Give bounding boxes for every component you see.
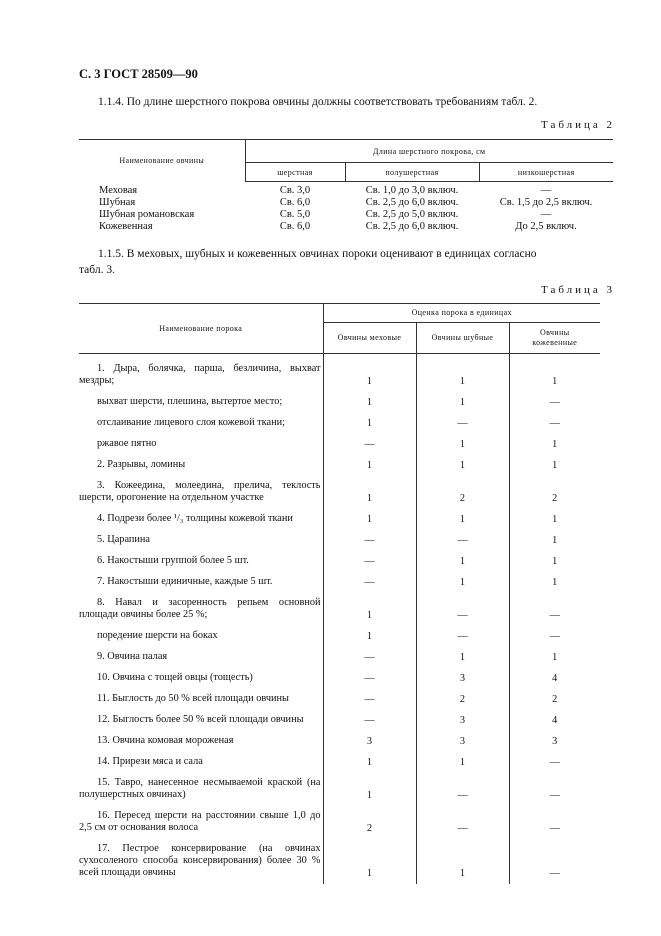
- t3-cell-score: 1: [416, 572, 509, 593]
- t2-cell-value: —: [540, 185, 552, 196]
- t3-cell-score: —: [416, 530, 509, 551]
- t2-cell-name: Шубная: [99, 197, 136, 208]
- t2-cell-name: Шубная романовская: [99, 209, 195, 220]
- page-header: С. 3 ГОСТ 28509—90: [79, 67, 198, 81]
- t3-cell-score: —: [323, 572, 416, 593]
- t3-cell-score: 1: [416, 839, 509, 884]
- t2-cell-value: Св. 2,5 до 6,0 включ.: [365, 197, 459, 208]
- t3-cell-defect: 9. Овчина палая: [79, 647, 323, 668]
- t3-col-name: Наименование порока: [79, 304, 323, 354]
- paragraph-1-1-5-line1: 1.1.5. В меховых, шубных и кожевенных овчинах пороки оценивают в единицах согласно: [98, 248, 537, 260]
- t3-cell-defect: 13. Овчина комовая мороженая: [79, 731, 323, 752]
- t3-cell-score: 1: [552, 535, 558, 546]
- t3-cell-score: 1: [323, 392, 416, 413]
- t3-row: [79, 839, 600, 884]
- t3-cell-defect: 12. Быглость более 50 % всей площади овчины: [79, 710, 323, 731]
- t3-cell-score: 1: [416, 434, 509, 455]
- t2-cell-value: Св. 2,5 до 6,0 включ.: [365, 221, 459, 232]
- t3-cell-score: 2: [323, 806, 416, 839]
- t3-cell-score: 1: [552, 652, 558, 663]
- t3-cell-score: 1: [323, 626, 416, 647]
- t2-subcol-low-wool: низкошерстная: [479, 163, 613, 182]
- paragraph-1-1-4: 1.1.4. По длине шерстного покрова овчины должны соответствовать требованиям табл. 2.: [98, 96, 538, 108]
- t2-cell-value: Св. 3,0: [279, 185, 311, 196]
- t3-subcol-fur: Овчины меховые: [323, 323, 416, 354]
- t3-cell-defect: 10. Овчина с тощей овцы (тощесть): [79, 668, 323, 689]
- t3-subcol-sheepskin-coat: Овчины шубные: [416, 323, 509, 354]
- t3-cell-defect: 7. Накостыши единичные, каждые 5 шт.: [79, 572, 323, 593]
- t3-row: [79, 689, 600, 710]
- t3-cell-score: —: [549, 397, 560, 408]
- t3-cell-score: —: [416, 413, 509, 434]
- t3-row: [79, 710, 600, 731]
- t2-col-group: Длина шерстного покрова, см: [245, 140, 613, 163]
- t3-row: [79, 476, 600, 509]
- t3-cell-score: 1: [416, 647, 509, 668]
- t3-cell-defect: 11. Быглость до 50 % всей площади овчины: [79, 689, 323, 710]
- t2-col-name: Наименование овчины: [79, 140, 245, 182]
- t3-cell-score: —: [549, 790, 560, 801]
- t3-cell-score: 1: [416, 354, 509, 393]
- t3-cell-score: —: [549, 631, 560, 642]
- t3-cell-score: —: [323, 668, 416, 689]
- t3-cell-score: 4: [552, 715, 558, 726]
- t3-cell-score: 1: [416, 752, 509, 773]
- t2-cell-value: Св. 1,0 до 3,0 включ.: [365, 185, 459, 196]
- t3-cell-score: 1: [552, 577, 558, 588]
- t3-cell-defect: 6. Накостыши группой более 5 шт.: [79, 551, 323, 572]
- t3-cell-score: 1: [323, 773, 416, 806]
- t2-cell-value: Св. 6,0: [279, 197, 311, 208]
- t3-cell-score: 1: [416, 392, 509, 413]
- t3-subcol-leather: Овчины кожевенные: [509, 323, 600, 354]
- t3-cell-score: —: [416, 626, 509, 647]
- t3-cell-defect: 14. Прирези мяса и сала: [79, 752, 323, 773]
- t3-cell-score: —: [323, 647, 416, 668]
- t3-cell-score: 3: [416, 731, 509, 752]
- t3-row: [79, 530, 600, 551]
- t3-row: [79, 455, 600, 476]
- t3-row: [79, 668, 600, 689]
- t3-cell-defect: 15. Тавро, нанесенное несмываемой краской (на полушерстных овчинах): [79, 773, 323, 806]
- t3-cell-defect: 2. Разрывы, ломины: [79, 455, 323, 476]
- t3-cell-defect: 17. Пестрое консервирование (на овчинах сухосоленого способа консервирования) более 30 % всей площади овчины: [79, 839, 323, 884]
- t3-cell-defect: поредение шерсти на боках: [79, 626, 323, 647]
- t2-subcol-half-wool: полушерстная: [345, 163, 479, 182]
- t3-cell-score: 3: [323, 731, 416, 752]
- t3-row: [79, 354, 600, 393]
- t3-cell-score: 1: [552, 376, 558, 387]
- t3-row: [79, 731, 600, 752]
- t3-row: [79, 551, 600, 572]
- t3-cell-defect: 3. Кожеедина, молеедина, прелича, теклость шерсти, орогонение на отдельном участке: [79, 476, 323, 509]
- table-3: [79, 303, 600, 884]
- t3-cell-score: 1: [323, 455, 416, 476]
- t3-row: [79, 413, 600, 434]
- t3-row: [79, 626, 600, 647]
- t3-cell-score: 1: [323, 476, 416, 509]
- t3-row: [79, 647, 600, 668]
- t3-cell-score: 2: [416, 476, 509, 509]
- t3-row: [79, 572, 600, 593]
- t3-cell-score: —: [323, 530, 416, 551]
- t3-cell-score: 1: [323, 593, 416, 626]
- t2-cell-value: До 2,5 включ.: [515, 221, 577, 232]
- t2-subcol-wool: шерстная: [245, 163, 345, 182]
- t2-cell-value: Св. 2,5 до 5,0 включ.: [365, 209, 459, 220]
- t3-cell-score: —: [323, 689, 416, 710]
- t3-cell-score: 1: [552, 514, 558, 525]
- t3-cell-score: —: [323, 434, 416, 455]
- t2-cell-value: Св. 6,0: [279, 221, 311, 232]
- t3-cell-defect: 5. Царапина: [79, 530, 323, 551]
- t3-cell-score: —: [416, 593, 509, 626]
- t3-cell-defect: 16. Пересед шерсти на расстоянии свыше 1,0 до 2,5 см от основания волоса: [79, 806, 323, 839]
- t3-cell-score: —: [549, 823, 560, 834]
- t2-row: [79, 197, 613, 209]
- t3-cell-score: —: [549, 418, 560, 429]
- t3-cell-defect: 1. Дыра, болячка, парша, безличина, выхват мездры;: [79, 354, 323, 393]
- t3-cell-score: —: [549, 868, 560, 879]
- t3-cell-score: 2: [552, 493, 558, 504]
- t3-row: [79, 509, 600, 530]
- t3-cell-score: 3: [416, 668, 509, 689]
- t3-cell-score: 1: [323, 752, 416, 773]
- t2-cell-value: —: [540, 209, 552, 220]
- t3-cell-score: —: [323, 551, 416, 572]
- t3-cell-score: —: [416, 773, 509, 806]
- t3-cell-defect: 8. Навал и засоренность репьем основной площади овчины более 25 %;: [79, 593, 323, 626]
- t3-row: [79, 752, 600, 773]
- t3-cell-score: 2: [552, 694, 558, 705]
- table-2-caption: Таблица 2: [541, 119, 616, 131]
- t3-cell-score: —: [549, 610, 560, 621]
- t3-cell-score: 3: [552, 736, 558, 747]
- paragraph-1-1-5-line2: табл. 3.: [79, 264, 115, 276]
- t2-cell-name: Кожевенная: [99, 221, 153, 232]
- t3-cell-score: 1: [552, 439, 558, 450]
- t3-cell-score: 1: [323, 839, 416, 884]
- t3-row: [79, 806, 600, 839]
- t3-cell-score: 3: [416, 710, 509, 731]
- t3-cell-score: —: [416, 806, 509, 839]
- t3-cell-score: —: [323, 710, 416, 731]
- t3-cell-defect: отслаивание лицевого слоя кожевой ткани;: [79, 413, 323, 434]
- t3-row: [79, 593, 600, 626]
- t3-cell-score: —: [549, 757, 560, 768]
- t3-cell-score: 1: [323, 509, 416, 530]
- t3-cell-defect: ржавое пятно: [79, 434, 323, 455]
- t3-cell-score: 2: [416, 689, 509, 710]
- t3-cell-score: 1: [552, 556, 558, 567]
- t2-row: [79, 221, 613, 233]
- t3-cell-score: 1: [323, 413, 416, 434]
- table-3-caption: Таблица 3: [541, 284, 616, 296]
- t2-row: [79, 209, 613, 221]
- t3-cell-defect: 4. Подрези более ¹/₃ толщины кожевой ткани: [79, 509, 323, 530]
- t2-cell-value: Св. 5,0: [279, 209, 311, 220]
- t2-row: [79, 182, 613, 198]
- t3-row: [79, 434, 600, 455]
- t3-cell-score: 1: [416, 455, 509, 476]
- t3-cell-defect: выхват шерсти, плешина, вытертое место;: [79, 392, 323, 413]
- t3-cell-score: 1: [416, 551, 509, 572]
- t3-cell-score: 1: [552, 460, 558, 471]
- t3-cell-score: 1: [416, 509, 509, 530]
- t2-cell-value: Св. 1,5 до 2,5 включ.: [499, 197, 593, 208]
- t3-row: [79, 392, 600, 413]
- t3-cell-score: 1: [323, 354, 416, 393]
- t2-cell-name: Меховая: [99, 184, 138, 196]
- t3-row: [79, 773, 600, 806]
- t3-col-group: Оценка порока в единицах: [323, 304, 600, 323]
- table-2: [79, 139, 613, 233]
- t3-cell-score: 4: [552, 673, 558, 684]
